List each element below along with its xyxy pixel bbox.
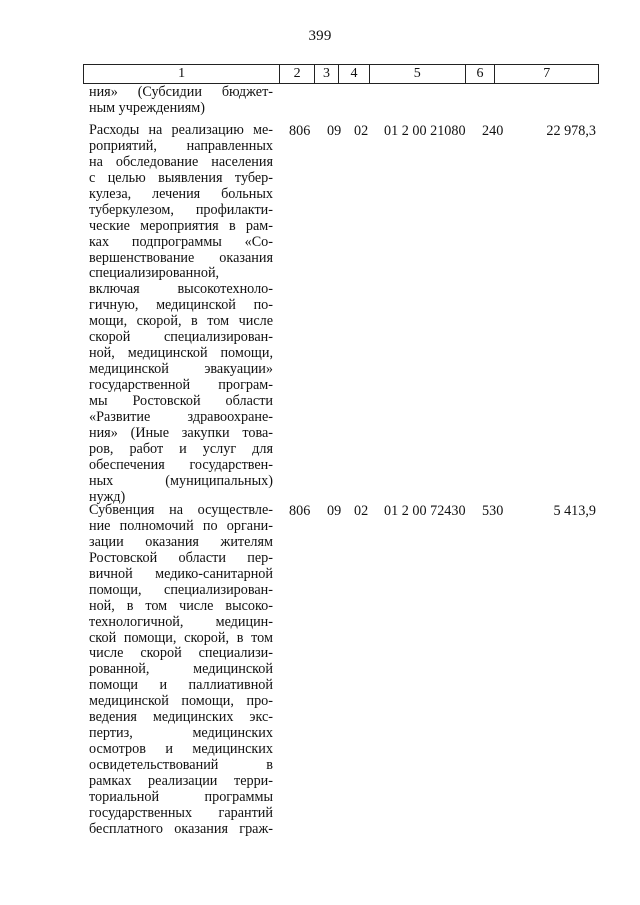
description-line: Расходы на реализацию ме-	[89, 123, 273, 138]
header-col-3: 3	[315, 65, 339, 83]
description-line: вичной медико-санитарной	[89, 566, 273, 582]
description-line: мощи, скорой, в том числе	[89, 314, 273, 330]
description-line: государственных гарантий	[89, 805, 273, 821]
row-1-subsection: 02	[354, 123, 369, 139]
description-line: ской помощи, скорой, в том	[89, 630, 273, 646]
row-1-amount: 22 978,3	[546, 123, 596, 139]
description-line: Ростовской области пер-	[89, 550, 273, 566]
description-line: ным учреждениям)	[89, 100, 206, 116]
description-line: рованной, медицинской	[89, 662, 273, 678]
description-line: числе скорой специализи-	[89, 646, 273, 662]
description-line: туберкулезом, профилакти-	[89, 202, 273, 218]
description-line: технологичной, медицин-	[89, 614, 273, 630]
description-line: нужд)	[89, 489, 126, 505]
row-2-section: 09	[327, 503, 342, 519]
description-line: ния» (Субсидии бюджет-	[89, 85, 273, 100]
description-line: кулеза, лечения больных	[89, 186, 273, 202]
row-2-target-article: 01 2 00 72430	[384, 503, 466, 519]
description-line: специализированной,	[89, 266, 220, 282]
description-line: роприятий, направленных	[89, 138, 273, 154]
description-line: ров, работ и услуг для	[89, 441, 273, 457]
description-line: бесплатного оказания граж-	[89, 821, 273, 837]
description-line: ческие мероприятия в рам-	[89, 218, 273, 234]
header-col-4: 4	[339, 65, 370, 83]
row-2-amount: 5 413,9	[553, 503, 596, 519]
description-line: помощи, специализирован-	[89, 582, 273, 598]
table-header	[83, 64, 599, 84]
header-col-7: 7	[543, 66, 551, 81]
header-col-5: 5	[370, 65, 466, 83]
description-line: государственной програм-	[89, 378, 273, 393]
description-line: скорой специализирован-	[89, 330, 273, 346]
description-line: медицинской помощи, про-	[89, 694, 273, 710]
description-line: включая высокотехноло-	[89, 282, 273, 298]
description-line: рамках реализации терри-	[89, 773, 273, 789]
description-line: пертиз, медицинских	[89, 726, 273, 742]
table-row-1-description	[89, 123, 273, 506]
row-2-subsection: 02	[354, 503, 369, 519]
description-line: освидетельствований в	[89, 758, 273, 773]
header-col-2: 2	[280, 65, 315, 83]
row-1-code: 806	[289, 123, 311, 139]
description-line: ние полномочий по органи-	[89, 518, 273, 534]
header-col-1: 1	[84, 65, 280, 83]
description-line: обеспечения государствен-	[89, 457, 273, 473]
description-line: осмотров и медицинских	[89, 742, 273, 758]
description-line: медицинской эвакуации»	[89, 362, 273, 378]
description-line: ведения медицинских экс-	[89, 710, 273, 726]
description-line: с целью выявления тубер-	[89, 170, 273, 186]
description-line: гичную, медицинской по-	[89, 298, 273, 314]
row-1-expense-type: 240	[482, 123, 504, 139]
description-line: помощи и паллиативной	[89, 678, 273, 694]
table-row-0-description	[89, 85, 273, 117]
row-1-target-article: 01 2 00 21080	[384, 123, 466, 139]
page-number: 399	[308, 28, 332, 44]
description-line: зации оказания жителям	[89, 534, 273, 550]
row-2-code: 806	[289, 503, 311, 519]
description-line: мы Ростовской области	[89, 393, 273, 409]
description-line: ных (муниципальных)	[89, 473, 273, 489]
description-line: вершенствование оказания	[89, 250, 273, 266]
description-line: ния» (Иные закупки това-	[89, 425, 273, 441]
description-line: ториальной программы	[89, 789, 273, 805]
row-1-section: 09	[327, 123, 342, 139]
table-row-2-description	[89, 503, 273, 838]
description-line: ной, медицинской помощи,	[89, 346, 273, 362]
description-line: ной, в том числе высоко-	[89, 598, 273, 614]
description-line: на обследование населения	[89, 154, 273, 170]
description-line: Субвенция на осуществле-	[89, 503, 273, 518]
description-line: ках подпрограммы «Со-	[89, 234, 273, 250]
row-2-expense-type: 530	[482, 503, 504, 519]
description-line: «Развитие здравоохране-	[89, 409, 273, 425]
header-col-6: 6	[466, 65, 496, 83]
